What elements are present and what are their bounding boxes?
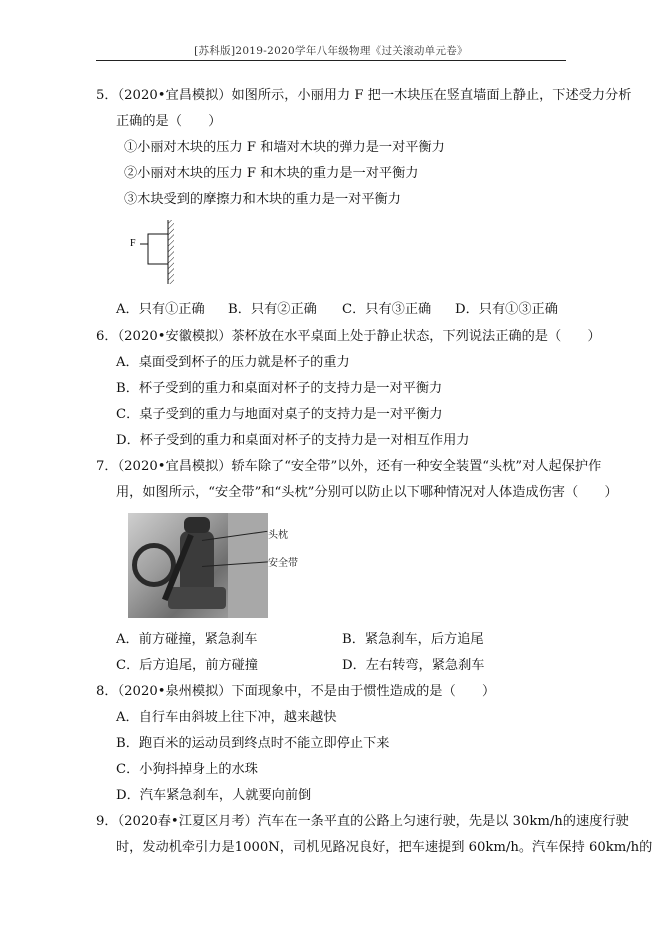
q5-statement-1: ①小丽对木块的压力 F 和墙对木块的弹力是一对平衡力 [124, 140, 445, 155]
page-header: [苏科版]2019-2020学年八年级物理《过关滚动单元卷》 [194, 45, 468, 57]
q5-stem-line1: 5．（2020•宜昌模拟）如图所示，小丽用力 F 把一木块压在竖直墙面上静止，下述受力分析 [96, 88, 632, 103]
q6-option-d[interactable]: D．杯子受到的重力和桌面对杯子的支持力是一对相互作用力 [116, 433, 470, 448]
q7-option-c[interactable]: C．后方追尾，前方碰撞 [116, 658, 258, 673]
seat-base [168, 587, 226, 609]
q6-option-b[interactable]: B．杯子受到的重力和桌面对杯子的支持力是一对平衡力 [116, 381, 443, 396]
q6-stem-line1: 6．（2020•安徽模拟）茶杯放在水平桌面上处于静止状态，下列说法正确的是（ ） [96, 329, 601, 344]
q7-stem-line2: 用，如图所示，“安全带”和“头枕”分别可以防止以下哪种情况对人体造成伤害（ ） [116, 485, 618, 500]
q8-option-b[interactable]: B．跑百米的运动员到终点时不能立即停止下来 [116, 736, 390, 751]
q7-option-d[interactable]: D．左右转弯，紧急刹车 [342, 658, 485, 673]
headrest [184, 517, 210, 533]
q8-option-a[interactable]: A．自行车由斜坡上往下冲，越来越快 [116, 710, 337, 725]
wooden-block [148, 234, 168, 264]
car-door [228, 513, 268, 618]
q8-option-c[interactable]: C．小狗抖掉身上的水珠 [116, 762, 258, 777]
q5-stem-line2: 正确的是（ ） [116, 114, 222, 129]
q6-option-c[interactable]: C．桌子受到的重力与地面对桌子的支持力是一对平衡力 [116, 407, 443, 422]
q8-stem-line1: 8．（2020•泉州模拟）下面现象中，不是由于惯性造成的是（ ） [96, 684, 496, 699]
q5-figure-block-wall [128, 218, 184, 286]
q5-option-c[interactable]: C．只有③正确 [342, 302, 432, 317]
q5-statement-3: ③木块受到的摩擦力和木块的重力是一对平衡力 [124, 192, 401, 207]
q7-option-b[interactable]: B．紧急刹车，后方追尾 [342, 632, 484, 647]
force-label: F [130, 238, 136, 249]
wall [168, 220, 174, 284]
header-divider [96, 60, 566, 61]
q5-statement-2: ②小丽对木块的压力 F 和木块的重力是一对平衡力 [124, 166, 419, 181]
q7-car-interior-photo [128, 513, 268, 618]
q7-option-a[interactable]: A．前方碰撞，紧急刹车 [116, 632, 258, 647]
q5-option-b[interactable]: B．只有②正确 [228, 302, 317, 317]
q7-stem-line1: 7．（2020•宜昌模拟）轿车除了“安全带”以外，还有一种安全装置“头枕”对人起保护作 [96, 459, 602, 474]
callout-label-seatbelt: 安全带 [268, 558, 298, 569]
q5-option-a[interactable]: A．只有①正确 [116, 302, 205, 317]
q9-stem-line2: 时，发动机牵引力是1000N，司机见路况良好，把车速提到 60km/h。汽车保持 60km/h的 [116, 840, 653, 855]
q5-option-d[interactable]: D．只有①③正确 [455, 302, 558, 317]
q9-stem-line1: 9．（2020春•江夏区月考）汽车在一条平直的公路上匀速行驶，先是以 30km/h的速度行驶 [96, 814, 629, 829]
callout-label-headrest: 头枕 [268, 530, 288, 541]
q8-option-d[interactable]: D．汽车紧急刹车，人就要向前倒 [116, 788, 312, 803]
q6-option-a[interactable]: A．桌面受到杯子的压力就是杯子的重力 [116, 355, 350, 370]
